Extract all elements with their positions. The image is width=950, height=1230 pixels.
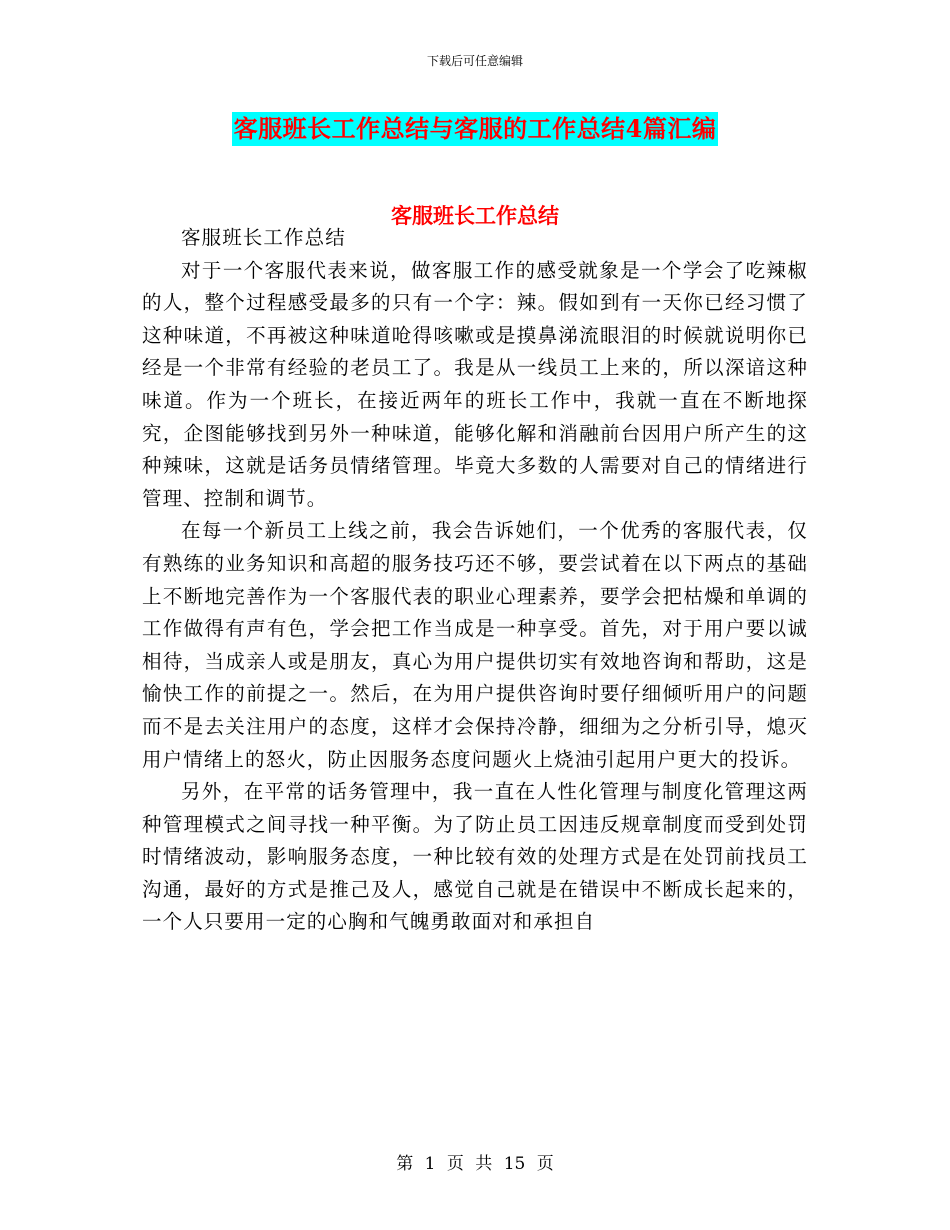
- document-title-container: [0, 112, 950, 146]
- page-number: 第 1 页 共 15 页: [396, 1154, 554, 1174]
- paragraph: 对于一个客服代表来说，做客服工作的感受就象是一个学会了吃辣椒的人，整个过程感受最多的只有一个字：辣。假如到有一天你已经习惯了这种味道，不再被这种味道呛得咳嗽或是摸鼻涕流眼泪的时候就说明你已经是一个非常有经验的老员工了。我是从一线员工上来的，所以深谙这种味道。作为一个班长，在接近两年的班长工作中，我就一直在不断地探究，企图能够找到另外一种味道，能够化解和消融前台因用户所产生的这种辣味，这就是话务员情绪管理。毕竟大多数的人需要对自己的情绪进行管理、控制和调节。: [142, 258, 808, 510]
- document-title: 客服班长工作总结与客服的工作总结4篇汇编: [232, 112, 719, 146]
- section-title: 客服班长工作总结: [391, 203, 559, 228]
- header-note: 下载后可任意编辑: [426, 54, 523, 68]
- document-body: [142, 222, 808, 939]
- paragraph-heading: 客服班长工作总结: [181, 226, 346, 249]
- paragraph: 另外，在平常的话务管理中，我一直在人性化管理与制度化管理这两种管理模式之间寻找一种平衡。为了防止员工因违反规章制度而受到处罚时情绪波动，影响服务态度，一种比较有效的处理方式是在处罚前找员工沟通，最好的方式是推己及人，感觉自己就是在错误中不断成长起来的，一个人只要用一定的心胸和气魄勇敢面对和承担自: [142, 780, 808, 934]
- paragraph: 在每一个新员工上线之前，我会告诉她们，一个优秀的客服代表，仅有熟练的业务知识和高超的服务技巧还不够，要尝试着在以下两点的基础上不断地完善作为一个客服代表的职业心理素养，要学会把枯燥和单调的工作做得有声有色，学会把工作当成是一种享受。首先，对于用户要以诚相待，当成亲人或是朋友，真心为用户提供切实有效地咨询和帮助，这是愉快工作的前提之一。然后，在为用户提供咨询时要仔细倾听用户的问题而不是去关注用户的态度，这样才会保持冷静，细细为之分析引导，熄灭用户情绪上的怒火，防止因服务态度问题火上烧油引起用户更大的投诉。: [142, 519, 808, 771]
